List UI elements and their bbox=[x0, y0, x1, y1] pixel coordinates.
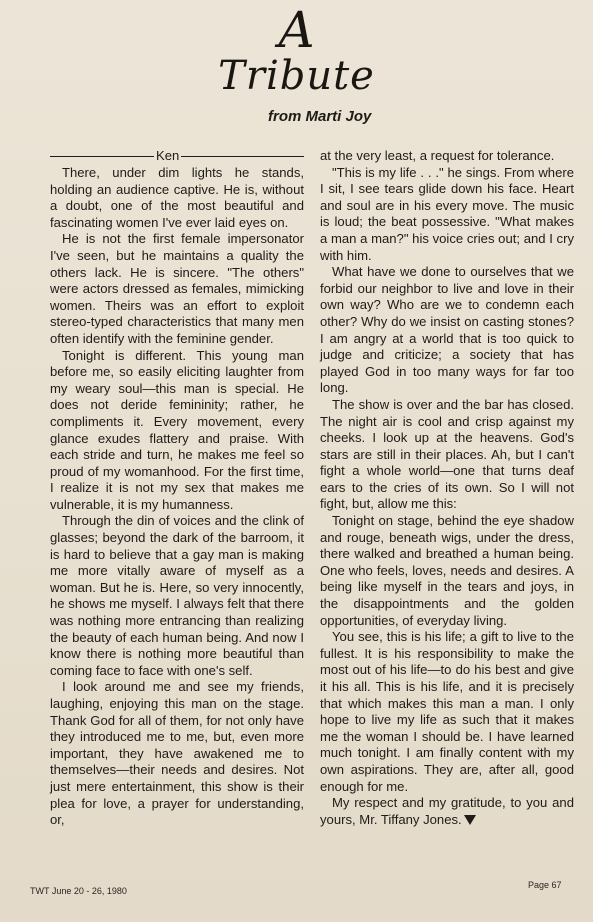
title-letter: A bbox=[278, 1, 315, 59]
paragraph: He is not the first female impersonator I've seen, but he maintains a quality the others lack. He is sincere. "The others" were actors dressed as females, mimicking women. Theirs was an effort to exploit stereo-typed characteristics that many men often identify with the feminine gender. bbox=[50, 231, 304, 346]
dedication-rule bbox=[181, 156, 304, 157]
article-title: Tribute bbox=[218, 53, 375, 99]
paragraph: The show is over and the bar has closed. The night air is cool and crisp against my cheeks. I look up at the heavens. God's stars are still in their places. Ah, but I can't fight a whole world—one that turns deaf ears to the cries of its own. So I will not fight, but, allow me this: bbox=[320, 396, 574, 512]
paragraph: at the very least, a request for tolerance. bbox=[320, 148, 555, 163]
byline: from Marti Joy bbox=[268, 108, 372, 125]
paragraph: I look around me and see my friends, laughing, enjoying this man on the stage. Thank God for all of them, for not only have they introduced me to me, but, even more important, they have awakened me to themselves—their needs and desires. Not just mere entertainment, this show is their plea for love, a prayer for understanding, or, bbox=[50, 679, 304, 828]
end-mark-icon bbox=[464, 815, 476, 825]
paragraph: What have we done to ourselves that we forbid our neighbor to live and love in their own way? Who are we to condemn each other? Why do we insist on casting stones? I am angry at a world that is too quick to judge and criticize; a society that has played God in too many ways for far too long. bbox=[320, 264, 574, 396]
publication-footer: TWT June 20 - 26, 1980 bbox=[30, 886, 127, 896]
page-number: Page 67 bbox=[528, 880, 562, 890]
dedication-rule bbox=[50, 156, 154, 157]
article-column-right bbox=[320, 148, 574, 828]
paragraph: "This is my life . . ." he sings. From where I sit, I see tears glide down his face. Heart and soul are in his every move. The music is loud; the beat possessive. "What makes a man a man?" his voice cries out; and I cry with him. bbox=[320, 164, 574, 263]
closing-paragraph bbox=[320, 795, 574, 828]
paragraph: You see, this is his life; a gift to live to the fullest. It is his responsibility to make the most out of his life—to do his best and give it his all. This is his life, and it is precisely that which makes this man a man. I only hope to live my life as such that it makes me the woman I should be. I have learned much tonight. I am finally content with my own aspirations. They are, after all, good enough for me. bbox=[320, 629, 574, 794]
paragraph: Tonight is different. This young man before me, so easily eliciting laughter from my weary soul—this man is special. He does not deride femininity; rather, he compliments it. Every movement, every glance exudes flattery and praise. With each stride and turn, he makes me feel so proud of my womanhood. For the first time, I realize it is not my sex that makes me vulnerable, it is my humanness. bbox=[50, 347, 304, 512]
article-column-left bbox=[50, 148, 304, 829]
paragraph: Tonight on stage, behind the eye shadow and rouge, beneath wigs, under the dress, there walked and breathed a human being. One who feels, loves, needs and desires. A being like myself in the tears and joys, in the disappointments and the golden opportunities, of everyday living. bbox=[320, 513, 574, 628]
paragraph: Through the din of voices and the clink of glasses; beyond the dark of the barroom, it is hard to believe that a gay man is making me more vitally aware of myself as a woman. But he is. Here, so very innocently, he shows me myself. I always felt that there was nothing more entrancing than realizing the beauty of each human being. And now I know there is nothing more beautiful than coming face to face with one's self. bbox=[50, 513, 304, 678]
dedication-line bbox=[50, 148, 304, 165]
dedication-name: Ken bbox=[156, 148, 180, 164]
paragraph: There, under dim lights he stands, holding an audience captive. He is, without a doubt, one of the most beautiful and fascinating women I've ever laid eyes on. bbox=[50, 165, 304, 230]
closing-text: My respect and my gratitude, to you and yours, Mr. Tiffany Jones. bbox=[320, 795, 574, 827]
